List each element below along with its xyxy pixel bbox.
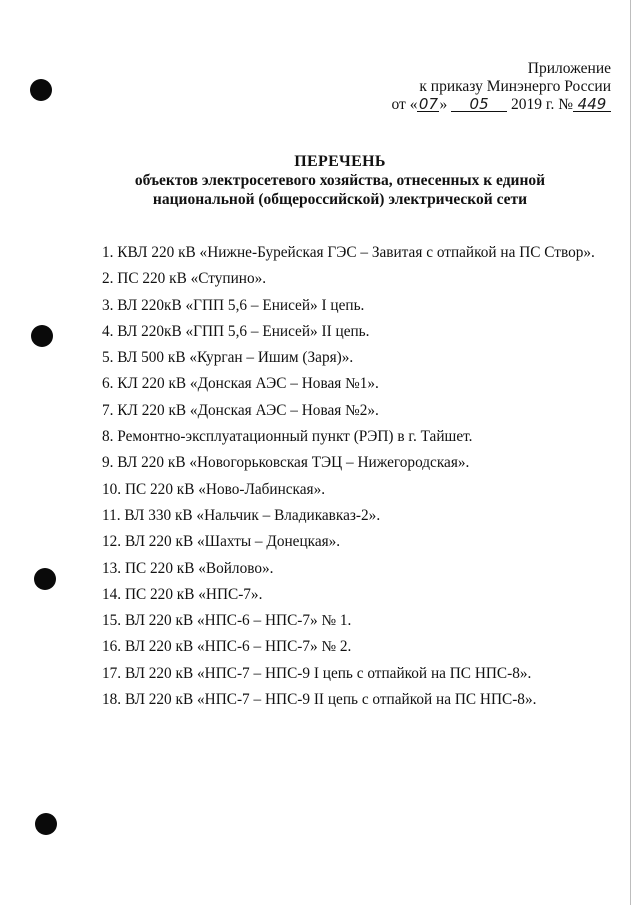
punch-hole-3 [34,568,56,590]
list-item: 17. ВЛ 220 кВ «НПС-7 – НПС-9 I цепь с отпайкой на ПС НПС-8». [102,664,532,682]
list-item: 7. КЛ 220 кВ «Донская АЭС – Новая №2». [102,401,379,419]
list-item: 15. ВЛ 220 кВ «НПС-6 – НПС-7» № 1. [102,612,352,630]
handwritten-order-number: 449 [573,97,611,112]
appendix-order-reference: к приказу Минэнерго России [419,78,611,95]
appendix-header [351,60,611,114]
document-title-block [100,152,580,209]
appendix-label: Приложение [527,60,611,77]
objects-list [102,240,595,713]
document-subtitle-line-2: национальной (общероссийской) электрической сети [152,191,528,208]
date-prefix: от « [391,96,418,113]
punch-hole-1 [30,79,52,101]
appendix-date-line [351,96,611,114]
list-item: 5. ВЛ 500 кВ «Курган – Ишим (Заря)». [102,349,354,367]
list-item: 12. ВЛ 220 кВ «Шахты – Донецкая». [102,533,341,551]
list-item: 9. ВЛ 220 кВ «Новогорьковская ТЭЦ – Нижегородская». [102,454,470,472]
list-item: 8. Ремонтно-эксплуатационный пункт (РЭП) в г. Тайшет. [102,428,473,446]
document-title: ПЕРЕЧЕНЬ [294,153,386,170]
document-subtitle-line-1: объектов электросетевого хозяйства, отнесенных к единой [134,172,546,189]
handwritten-month: 05 [451,97,507,112]
punch-hole-2 [31,325,53,347]
list-item: 16. ВЛ 220 кВ «НПС-6 – НПС-7» № 2. [102,638,352,656]
list-item: 4. ВЛ 220кВ «ГПП 5,6 – Енисей» II цепь. [102,322,370,340]
list-item: 3. ВЛ 220кВ «ГПП 5,6 – Енисей» I цепь. [102,296,365,314]
list-item: 6. КЛ 220 кВ «Донская АЭС – Новая №1». [102,375,379,393]
page-edge-line [630,0,631,905]
list-item: 2. ПС 220 кВ «Ступино». [102,270,267,288]
list-item: 14. ПС 220 кВ «НПС-7». [102,585,263,603]
list-item: 10. ПС 220 кВ «Ново-Лабинская». [102,480,326,498]
list-item: 1. КВЛ 220 кВ «Нижне-Бурейская ГЭС – Завитая с отпайкой на ПС Створ». [102,244,595,261]
year-text: 2019 г. № [510,96,573,113]
list-item: 18. ВЛ 220 кВ «НПС-7 – НПС-9 II цепь с отпайкой на ПС НПС-8». [102,691,537,709]
handwritten-day: 07 [418,95,439,113]
list-item: 13. ПС 220 кВ «Войлово». [102,559,274,577]
list-item: 11. ВЛ 330 кВ «Нальчик – Владикавказ-2». [102,506,381,524]
day-suffix: » [439,96,448,113]
punch-hole-4 [35,813,57,835]
